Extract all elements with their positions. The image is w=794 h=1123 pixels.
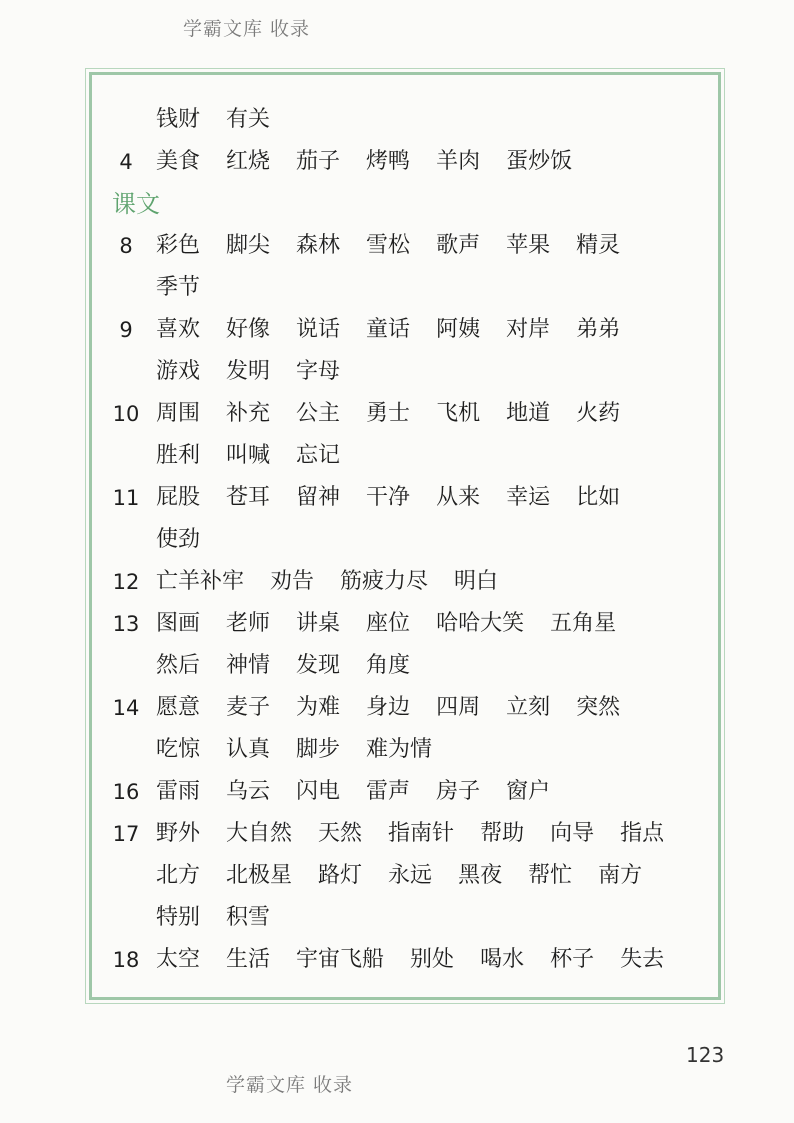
vocabulary-word: 筋疲力尽 <box>340 569 429 594</box>
vocabulary-word: 季节 <box>156 275 201 300</box>
vocabulary-word: 干净 <box>366 485 411 510</box>
lesson-number: 18 <box>112 948 140 972</box>
word-group <box>156 225 620 268</box>
vocabulary-word: 雪松 <box>366 233 411 258</box>
vocabulary-list <box>92 99 718 981</box>
vocabulary-word: 宇宙飞船 <box>296 947 385 972</box>
vocabulary-word: 火药 <box>576 401 621 426</box>
vocabulary-word: 明白 <box>454 569 499 594</box>
vocabulary-word: 四周 <box>436 695 481 720</box>
vocabulary-word: 麦子 <box>226 695 271 720</box>
lesson-row-continuation <box>92 855 718 897</box>
vocabulary-word: 身边 <box>366 695 411 720</box>
vocabulary-word: 飞机 <box>436 401 481 426</box>
vocabulary-word: 发现 <box>296 653 341 678</box>
vocabulary-word: 哈哈大笑 <box>436 611 525 636</box>
vocabulary-word: 勇士 <box>366 401 411 426</box>
section-heading: 课文 <box>112 190 160 218</box>
word-group <box>156 393 620 436</box>
word-group <box>156 729 432 772</box>
word-group <box>156 309 620 352</box>
vocabulary-word: 指点 <box>620 821 665 846</box>
vocabulary-word: 突然 <box>576 695 621 720</box>
vocabulary-word: 为难 <box>296 695 341 720</box>
vocabulary-word: 野外 <box>156 821 201 846</box>
word-group <box>156 855 642 898</box>
vocabulary-word: 认真 <box>226 737 271 762</box>
vocabulary-word: 使劲 <box>156 527 201 552</box>
lesson-row-continuation <box>92 351 718 393</box>
vocabulary-word: 杯子 <box>550 947 595 972</box>
vocabulary-word: 乌云 <box>226 779 271 804</box>
lesson-number: 12 <box>112 570 140 594</box>
page-number: 123 <box>686 1043 725 1067</box>
lesson-number: 11 <box>112 486 140 510</box>
word-group <box>156 645 410 688</box>
lesson-row <box>92 939 718 981</box>
vocabulary-word: 美食 <box>156 149 201 174</box>
vocabulary-word: 苹果 <box>506 233 551 258</box>
lesson-row-continuation <box>92 519 718 561</box>
vocabulary-word: 五角星 <box>550 611 617 636</box>
lesson-row <box>92 561 718 603</box>
lesson-row <box>92 225 718 267</box>
word-group <box>156 687 620 730</box>
vocabulary-word: 对岸 <box>506 317 551 342</box>
vocabulary-word: 路灯 <box>318 863 363 888</box>
lesson-row-continuation <box>92 99 718 141</box>
vocabulary-word: 公主 <box>296 401 341 426</box>
vocabulary-word: 喝水 <box>480 947 525 972</box>
vocabulary-word: 南方 <box>598 863 643 888</box>
vocabulary-word: 脚尖 <box>226 233 271 258</box>
lesson-row <box>92 603 718 645</box>
word-group <box>156 351 340 394</box>
lesson-row-continuation <box>92 267 718 309</box>
vocabulary-word: 图画 <box>156 611 201 636</box>
vocabulary-word: 失去 <box>620 947 665 972</box>
lesson-row <box>92 813 718 855</box>
vocabulary-word: 歌声 <box>436 233 481 258</box>
vocabulary-word: 特别 <box>156 905 201 930</box>
vocabulary-word: 留神 <box>296 485 341 510</box>
vocabulary-word: 座位 <box>366 611 411 636</box>
vocabulary-word: 童话 <box>366 317 411 342</box>
vocabulary-word: 帮助 <box>480 821 525 846</box>
lesson-number: 16 <box>112 780 140 804</box>
vocabulary-word: 烤鸭 <box>366 149 411 174</box>
vocabulary-word: 神情 <box>226 653 271 678</box>
vocabulary-word: 羊肉 <box>436 149 481 174</box>
vocabulary-word: 好像 <box>226 317 271 342</box>
vocabulary-word: 阿姨 <box>436 317 481 342</box>
vocabulary-word: 劝告 <box>270 569 315 594</box>
vocabulary-word: 忘记 <box>296 443 341 468</box>
vocabulary-word: 老师 <box>226 611 271 636</box>
lesson-number: 17 <box>112 822 140 846</box>
word-group <box>156 141 572 184</box>
vocabulary-word: 屁股 <box>156 485 201 510</box>
watermark-top: 学霸文库 收录 <box>183 18 311 40</box>
word-group <box>156 603 616 646</box>
vocabulary-word: 游戏 <box>156 359 201 384</box>
vocabulary-word: 指南针 <box>388 821 455 846</box>
vocabulary-word: 太空 <box>156 947 201 972</box>
vocabulary-word: 生活 <box>226 947 271 972</box>
watermark-bottom: 学霸文库 收录 <box>226 1074 354 1096</box>
lesson-row-continuation <box>92 645 718 687</box>
vocabulary-word: 胜利 <box>156 443 201 468</box>
vocabulary-word: 吃惊 <box>156 737 201 762</box>
word-group <box>156 813 664 856</box>
vocabulary-word: 黑夜 <box>458 863 503 888</box>
lesson-row <box>92 477 718 519</box>
vocabulary-word: 比如 <box>576 485 621 510</box>
vocabulary-word: 地道 <box>506 401 551 426</box>
vocabulary-word: 房子 <box>436 779 481 804</box>
vocabulary-frame <box>89 72 721 1000</box>
word-group <box>156 897 270 940</box>
vocabulary-word: 脚步 <box>296 737 341 762</box>
vocabulary-word: 北方 <box>156 863 201 888</box>
vocabulary-word: 闪电 <box>296 779 341 804</box>
vocabulary-word: 天然 <box>318 821 363 846</box>
lesson-number: 8 <box>119 234 133 258</box>
vocabulary-word: 然后 <box>156 653 201 678</box>
vocabulary-word: 雷雨 <box>156 779 201 804</box>
vocabulary-word: 向导 <box>550 821 595 846</box>
lesson-number: 10 <box>112 402 140 426</box>
vocabulary-word: 茄子 <box>296 149 341 174</box>
word-group <box>156 561 498 604</box>
lesson-number: 14 <box>112 696 140 720</box>
vocabulary-word: 讲桌 <box>296 611 341 636</box>
vocabulary-word: 难为情 <box>366 737 433 762</box>
vocabulary-word: 窗户 <box>506 779 551 804</box>
lesson-number: 4 <box>119 150 133 174</box>
vocabulary-word: 钱财 <box>156 107 201 132</box>
vocabulary-word: 苍耳 <box>226 485 271 510</box>
vocabulary-word: 叫喊 <box>226 443 271 468</box>
vocabulary-word: 愿意 <box>156 695 201 720</box>
vocabulary-word: 大自然 <box>226 821 293 846</box>
vocabulary-word: 有关 <box>226 107 271 132</box>
vocabulary-word: 亡羊补牢 <box>156 569 245 594</box>
vocabulary-word: 别处 <box>410 947 455 972</box>
vocabulary-word: 立刻 <box>506 695 551 720</box>
lesson-row-continuation <box>92 897 718 939</box>
vocabulary-word: 字母 <box>296 359 341 384</box>
vocabulary-word: 红烧 <box>226 149 271 174</box>
vocabulary-word: 彩色 <box>156 233 201 258</box>
vocabulary-word: 雷声 <box>366 779 411 804</box>
word-group <box>156 519 200 562</box>
lesson-row <box>92 687 718 729</box>
word-group <box>156 477 620 520</box>
vocabulary-word: 从来 <box>436 485 481 510</box>
vocabulary-word: 周围 <box>156 401 201 426</box>
vocabulary-word: 森林 <box>296 233 341 258</box>
vocabulary-word: 发明 <box>226 359 271 384</box>
vocabulary-word: 精灵 <box>576 233 621 258</box>
vocabulary-word: 积雪 <box>226 905 271 930</box>
vocabulary-word: 北极星 <box>226 863 293 888</box>
vocabulary-word: 帮忙 <box>528 863 573 888</box>
word-group <box>156 771 550 814</box>
lesson-row <box>92 771 718 813</box>
vocabulary-word: 幸运 <box>506 485 551 510</box>
vocabulary-word: 补充 <box>226 401 271 426</box>
word-group <box>156 435 340 478</box>
word-group <box>156 99 270 142</box>
lesson-number: 13 <box>112 612 140 636</box>
lesson-row-continuation <box>92 729 718 771</box>
vocabulary-word: 喜欢 <box>156 317 201 342</box>
vocabulary-word: 永远 <box>388 863 433 888</box>
lesson-number: 9 <box>119 318 133 342</box>
lesson-row <box>92 393 718 435</box>
lesson-row <box>92 141 718 183</box>
lesson-row <box>92 309 718 351</box>
vocabulary-word: 说话 <box>296 317 341 342</box>
section-heading-row <box>92 183 718 225</box>
lesson-row-continuation <box>92 435 718 477</box>
word-group <box>156 939 664 982</box>
word-group <box>156 267 200 310</box>
vocabulary-word: 角度 <box>366 653 411 678</box>
vocabulary-word: 弟弟 <box>576 317 621 342</box>
vocabulary-word: 蛋炒饭 <box>506 149 573 174</box>
